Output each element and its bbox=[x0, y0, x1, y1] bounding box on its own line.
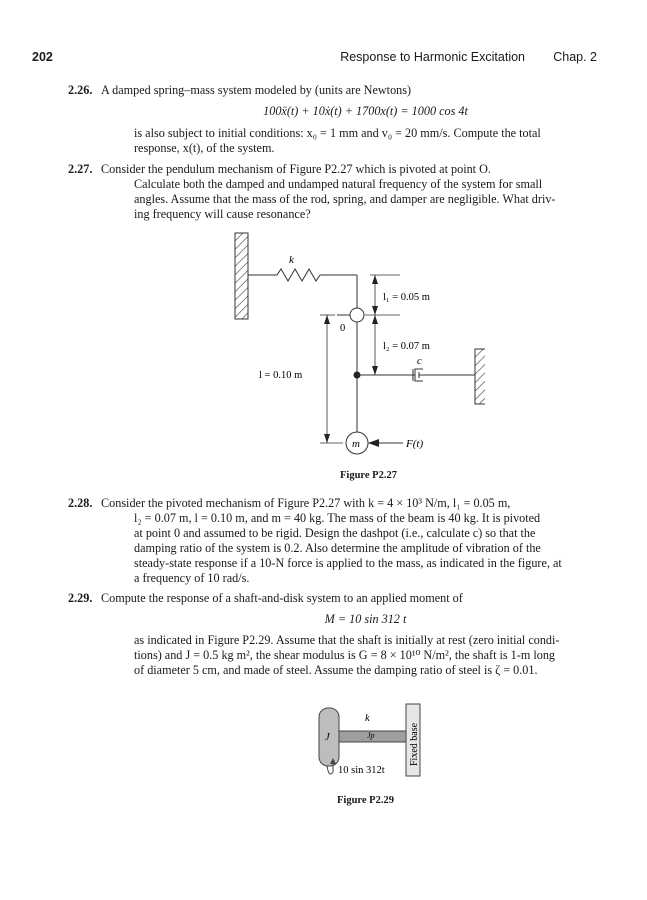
running-header bbox=[32, 50, 597, 66]
label-l: l = 0.10 m bbox=[259, 370, 303, 381]
label-pivot: 0 bbox=[340, 323, 346, 334]
dashpot bbox=[413, 369, 475, 381]
pivot bbox=[350, 308, 364, 322]
chapter-label: Chap. 2 bbox=[553, 50, 597, 64]
spring bbox=[277, 269, 320, 281]
label-l2: l₂ = 0.07 m bbox=[383, 341, 430, 352]
figure-p2-29 bbox=[305, 700, 435, 782]
problem-number: 2.28. bbox=[68, 496, 93, 510]
problem-2-28-line: damping ratio of the system is 0.2. Also determine the amplitude of vibration of the bbox=[134, 541, 541, 555]
problem-2-26-intro bbox=[68, 83, 597, 98]
problem-2-28-line: l₂ = 0.07 m, l = 0.10 m, and m = 40 kg. The mass of the beam is 40 kg. It is pivoted bbox=[134, 511, 541, 525]
problem-text: Consider the pendulum mechanism of Figure P2.27 which is pivoted at point O. bbox=[101, 162, 491, 176]
problem-number: 2.26. bbox=[68, 83, 93, 97]
problem-text: Consider the pivoted mechanism of Figure P2.27 with k = 4 × 10³ N/m, l₁ = 0.05 m, bbox=[101, 496, 511, 510]
problem-number: 2.27. bbox=[68, 162, 93, 176]
label-Jp: Jp bbox=[367, 731, 375, 740]
right-wall bbox=[475, 349, 485, 404]
running-title: Response to Harmonic Excitation bbox=[340, 50, 525, 64]
problem-2-28-line bbox=[68, 496, 597, 511]
problem-2-29-intro bbox=[68, 591, 597, 606]
problem-2-29-equation: M = 10 sin 312 t bbox=[324, 612, 407, 626]
label-k: k bbox=[365, 713, 370, 724]
problem-text: A damped spring–mass system modeled by (units are Newtons) bbox=[101, 83, 412, 97]
problem-2-28-line: at point 0 and assumed to be rigid. Design the dashpot (i.e., calculate c) so that the bbox=[134, 526, 536, 540]
problem-2-28-line: steady-state response if a 10-N force is applied to the mass, as indicated in the figure, at bbox=[134, 556, 562, 570]
label-force: F(t) bbox=[406, 438, 424, 450]
label-base: Fixed base bbox=[409, 722, 420, 766]
problem-2-26-line: is also subject to initial conditions: x₀ = 1 mm and v₀ = 20 mm/s. Compute the total bbox=[134, 126, 541, 140]
problem-2-28-line: a frequency of 10 rad/s. bbox=[134, 571, 250, 585]
label-J: J bbox=[325, 732, 330, 743]
problem-2-27-line: Calculate both the damped and undamped natural frequency of the system for small bbox=[134, 177, 543, 191]
figure-caption: Figure P2.27 bbox=[340, 470, 397, 481]
figure-p2-27 bbox=[225, 225, 485, 460]
figure-caption: Figure P2.29 bbox=[337, 795, 394, 806]
problem-2-26-line: response, x(t), of the system. bbox=[134, 141, 275, 155]
problem-2-29-line: of diameter 5 cm, and made of steel. Assume the damping ratio of steel is ζ = 0.01. bbox=[134, 663, 538, 677]
left-wall bbox=[235, 233, 248, 319]
problem-text: Compute the response of a shaft-and-disk system to an applied moment of bbox=[101, 591, 463, 605]
label-l1: l₁ = 0.05 m bbox=[383, 292, 430, 303]
label-m: m bbox=[352, 438, 360, 450]
problem-2-27-line: angles. Assume that the mass of the rod, spring, and damper are negligible. What driv- bbox=[134, 192, 556, 206]
label-k: k bbox=[289, 254, 294, 266]
label-moment: 10 sin 312t bbox=[338, 765, 385, 776]
problem-2-27-line: ing frequency will cause resonance? bbox=[134, 207, 311, 221]
problem-number: 2.29. bbox=[68, 591, 93, 605]
problem-2-29-line: as indicated in Figure P2.29. Assume that the shaft is initially at rest (zero initial condi- bbox=[134, 633, 560, 647]
label-c: c bbox=[417, 356, 422, 367]
problem-2-26-equation: 100ẍ(t) + 10ẋ(t) + 1700x(t) = 1000 cos 4t bbox=[263, 104, 468, 118]
problem-2-27-line bbox=[68, 162, 597, 177]
problem-2-29-line: tions) and J = 0.5 kg m², the shear modulus is G = 8 × 10¹⁰ N/m², the shaft is 1-m long bbox=[134, 648, 556, 662]
page-number: 202 bbox=[32, 50, 53, 64]
